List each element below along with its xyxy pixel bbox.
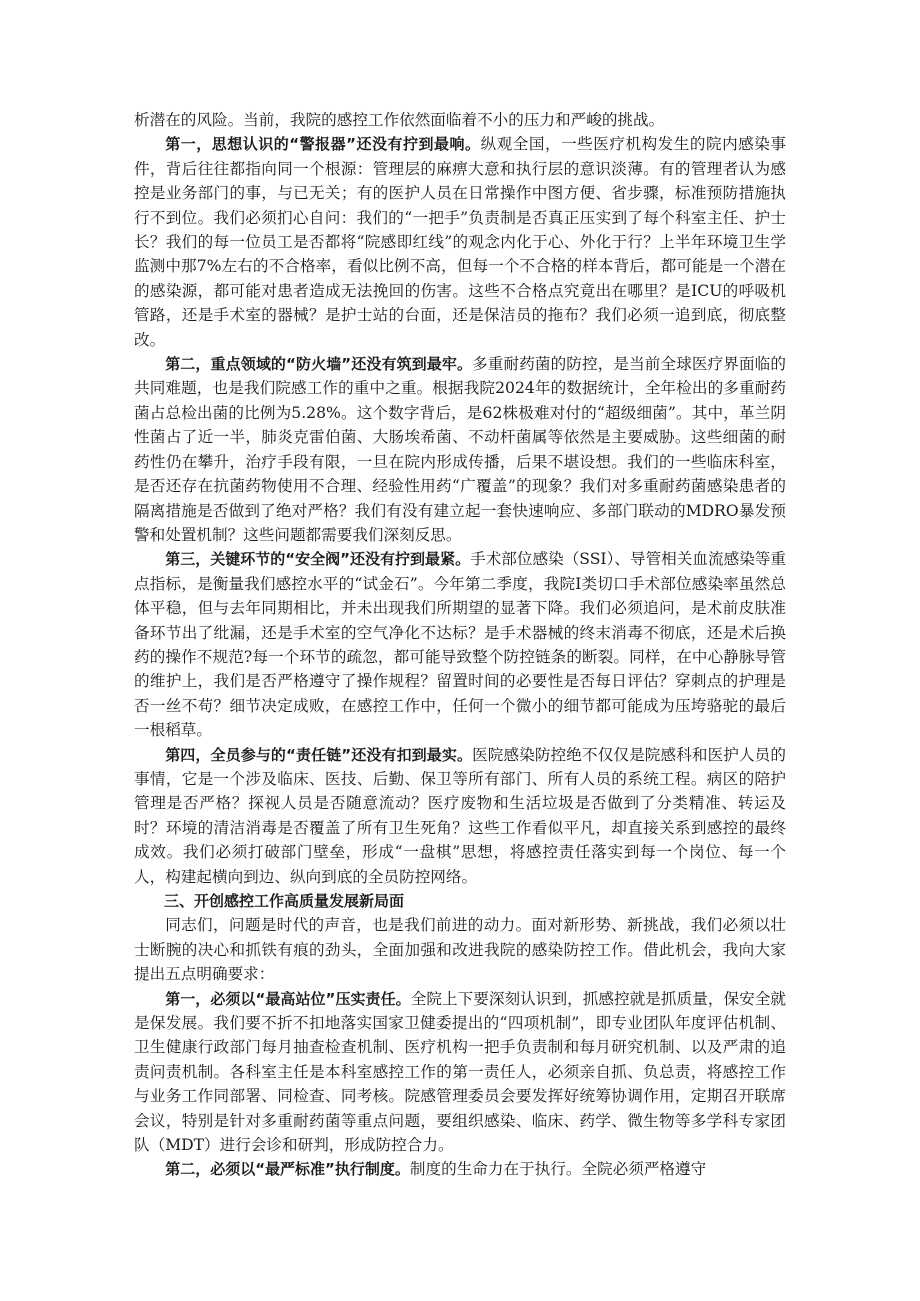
paragraph-key-links — [134, 547, 786, 742]
paragraph-key-areas — [134, 352, 786, 547]
paragraph-text: 多重耐药菌的防控，是当前全球医疗界面临的共同难题，也是我们院感工作的重中之重。根据我院2024年的数据统计，全年检出的多重耐药菌占总检出菌的比例为5.28%。这个数字背后，是62株极难对付的“超级细菌”。其中，革兰阴性菌占了近一半，肺炎克雷伯菌、大肠埃希菌、不动杆菌属等依然是主要威胁。这些细菌的耐药性仍在攀升，治疗手段有限，一旦在院内形成传播，后果不堪设想。我们的一些临床科室，是否还存在抗菌药物使用不合理、经验性用药“广覆盖”的现象？我们对多重耐药菌感染患者的隔离措施是否做到了绝对严格？我们有没有建立起一套快速响应、多部门联动的MDRO暴发预警和处置机制？这些问题都需要我们深刻反思。 — [134, 355, 786, 544]
paragraph-text: 手术部位感染（SSI）、导管相关血流感染等重点指标，是衡量我们感控水平的“试金石”。今年第二季度，我院I类切口手术部位感染率虽然总体平稳，但与去年同期相比，并未出现我们所期望的显著下降。我们必须追问，是术前皮肤准备环节出了纰漏，还是手术室的空气净化不达标？是手术器械的终末消毒不彻底，还是术后换药的操作不规范?每一个环节的疏忽，都可能导致整个防控链条的断裂。同样，在中心静脉导管的维护上，我们是否严格遵守了操作规程？留置时间的必要性是否每日评估？穿刺点的护理是否一丝不苟？细节决定成败，在感控工作中，任何一个微小的细节都可能成为压垮骆驼的最后一根稻草。 — [134, 550, 786, 740]
paragraph-lead: 第二，重点领域的“防火墙”还没有筑到最牢。 — [165, 355, 473, 374]
section-heading: 三、开创感控工作高质量发展新局面 — [164, 892, 405, 910]
paragraph-lead: 第三，关键环节的“安全阀”还没有拧到最紧。 — [165, 550, 471, 569]
paragraph-responsibility-chain — [134, 743, 786, 889]
paragraph-lead: 第一，思想认识的“警报器”还没有拧到最响。 — [165, 135, 481, 154]
paragraph-intro — [134, 913, 786, 986]
paragraph-text: 同志们，问题是时代的声音，也是我们前进的动力。面对新形势、新挑战，我们必须以壮士断腕的决心和抓铁有痕的劲头，全面加强和改进我院的感染防控工作。借此机会，我向大家提出五点明确要求： — [134, 916, 786, 984]
document-page — [134, 108, 786, 1182]
paragraph-lead: 第四，全员参与的“责任链”还没有扣到最实。 — [165, 745, 473, 764]
paragraph-text: 析潜在的风险。当前，我院的感控工作依然面临着不小的压力和严峻的挑战。 — [134, 111, 665, 129]
paragraph-text: 全院上下要深刻认识到，抓感控就是抓质量，保安全就是保发展。我们要不折不扣地落实国家卫健委提出的“四项机制”，即专业团队年度评估机制、卫生健康行政部门每月抽查检查机制、医疗机构一把手负责制和每月研究机制、以及严肃的追责问责机制。各科室主任是本科室感控工作的第一责任人，必须亲自抓、负总责，将感控工作与业务工作同部署、同检查、同考核。院感管理委员会要发挥好统筹协调作用，定期召开联席会议，特别是针对多重耐药菌等重点问题，要组织感染、临床、药学、微生物等多学科专家团队（MDT）进行会诊和研判，形成防控合力。 — [134, 989, 786, 1155]
paragraph-requirement-2 — [134, 1157, 786, 1181]
paragraph-lead: 第二，必须以“最严标准”执行制度。 — [165, 1160, 410, 1179]
paragraph-text: 医院感染防控绝不仅仅是院感科和医护人员的事情，它是一个涉及临床、医技、后勤、保卫等所有部门、所有人员的系统工程。病区的陪护管理是否严格？探视人员是否随意流动？医疗废物和生活垃圾是否做到了分类精准、转运及时？环境的清洁消毒是否覆盖了所有卫生死角？这些工作看似平凡，却直接关系到感控的最终成效。我们必须打破部门壁垒，形成“一盘棋”思想，将感控责任落实到每一个岗位、每一个人，构建起横向到边、纵向到底的全员防控网络。 — [134, 745, 786, 886]
paragraph-awareness — [134, 132, 786, 352]
paragraph-requirement-1 — [134, 987, 786, 1158]
paragraph-continuation — [134, 108, 786, 132]
paragraph-lead: 第一，必须以“最高站位”压实责任。 — [165, 989, 411, 1008]
paragraph-text: 纵观全国，一些医疗机构发生的院内感染事件，背后往往都指向同一个根源：管理层的麻痹大意和执行层的意识淡薄。有的管理者认为感控是业务部门的事，与已无关；有的医护人员在日常操作中图方便、省步骤，标准预防措施执行不到位。我们必须扪心自问：我们的“一把手”负责制是否真正压实到了每个科室主任、护士长？我们的每一位员工是否都将“院感即红线”的观念内化于心、外化于行？上半年环境卫生学监测中那7%左右的不合格率，看似比例不高，但每一个不合格的样本背后，都可能是一个潜在的感染源，都可能对患者造成无法挽回的伤害。这些不合格点究竟出在哪里？是ICU的呼吸机管路，还是手术室的器械？是护士站的台面，还是保洁员的拖布？我们必须一追到底，彻底整改。 — [134, 135, 786, 349]
paragraph-text: 制度的生命力在于执行。全院必须严格遵守 — [409, 1160, 707, 1179]
